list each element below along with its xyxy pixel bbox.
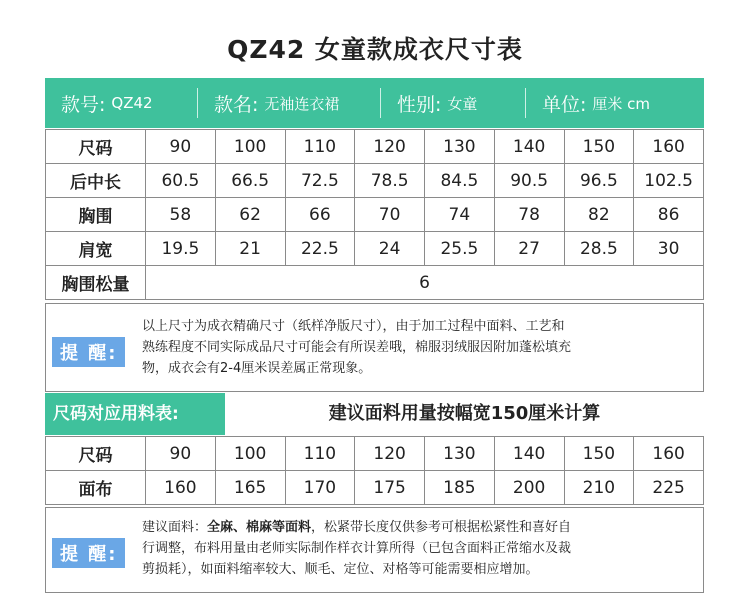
- table-cell: 110: [285, 437, 355, 471]
- style-name-label: 款名:: [214, 93, 259, 116]
- row-label: 尺码: [46, 437, 146, 471]
- table-cell: 74: [425, 198, 495, 232]
- table-cell: 90.5: [494, 164, 564, 198]
- table-cell: 140: [494, 130, 564, 164]
- row-label: 尺码: [46, 130, 146, 164]
- style-number-value: QZ42: [111, 94, 153, 112]
- table-cell: 62: [215, 198, 285, 232]
- table-cell: 160: [146, 471, 216, 505]
- table-cell: 78.5: [355, 164, 425, 198]
- table-cell: 100: [215, 130, 285, 164]
- style-name: [198, 78, 380, 128]
- row-label: 面布: [46, 471, 146, 505]
- table-cell: 225: [634, 471, 704, 505]
- table-cell: 102.5: [634, 164, 704, 198]
- unit: [526, 78, 704, 128]
- table-cell: 150: [564, 437, 634, 471]
- row-label: 肩宽: [46, 232, 146, 266]
- table-cell: 66: [285, 198, 355, 232]
- fabric-row: [46, 471, 704, 505]
- table-cell: 72.5: [285, 164, 355, 198]
- info-header: [45, 78, 704, 128]
- fabric-reminder-line: 行调整，布料用量由老师实际制作样衣计算所得（已包含面料正常缩水及裁: [142, 541, 572, 556]
- reminder-box: [45, 303, 704, 392]
- ease-value: 6: [146, 266, 704, 300]
- reminder-badge: 提 醒:: [52, 337, 125, 367]
- reminder-line: 物，成衣会有2-4厘米误差属正常现象。: [142, 361, 372, 376]
- fabric-reminder-prefix: 建议面料：: [142, 520, 208, 535]
- table-cell: 21: [215, 232, 285, 266]
- fabric-section-header: [45, 393, 704, 435]
- table-cell: 66.5: [215, 164, 285, 198]
- table-cell: 110: [285, 130, 355, 164]
- table-cell: 58: [146, 198, 216, 232]
- table-cell: 100: [215, 437, 285, 471]
- table-cell: 165: [215, 471, 285, 505]
- row-label: 后中长: [46, 164, 146, 198]
- fabric-reminder-line: [142, 517, 702, 538]
- table-cell: 82: [564, 198, 634, 232]
- size-row: [46, 130, 704, 164]
- table-cell: 70: [355, 198, 425, 232]
- fabric-row: [46, 437, 704, 471]
- table-cell: 19.5: [146, 232, 216, 266]
- fabric-recommendation: 全麻、棉麻等面料: [207, 520, 312, 535]
- size-row: [46, 164, 704, 198]
- table-cell: 60.5: [146, 164, 216, 198]
- table-cell: 25.5: [425, 232, 495, 266]
- page-title: QZ42 女童款成衣尺寸表: [227, 35, 523, 64]
- table-cell: 24: [355, 232, 425, 266]
- table-cell: 84.5: [425, 164, 495, 198]
- table-cell: 130: [425, 437, 495, 471]
- table-cell: 200: [494, 471, 564, 505]
- table-cell: 160: [634, 130, 704, 164]
- size-table: [45, 129, 704, 300]
- fabric-table: [45, 436, 704, 505]
- table-cell: 170: [285, 471, 355, 505]
- gender-label: 性别:: [397, 93, 442, 116]
- table-cell: 120: [355, 437, 425, 471]
- table-cell: 27: [494, 232, 564, 266]
- fabric-width-note: 建议面料用量按幅宽150厘米计算: [328, 403, 601, 424]
- table-cell: 96.5: [564, 164, 634, 198]
- style-name-value: 无袖连衣裙: [264, 94, 340, 113]
- table-cell: 86: [634, 198, 704, 232]
- size-row: [46, 198, 704, 232]
- table-cell: 22.5: [285, 232, 355, 266]
- style-number: [45, 78, 197, 128]
- row-label: 胸围: [46, 198, 146, 232]
- reminder-line: 熟练程度不同实际成品尺寸可能会有所误差哦，棉服羽绒服因附加蓬松填充: [142, 340, 572, 355]
- fabric-reminder-line: 剪损耗），如面料缩率较大、顺毛、定位、对格等可能需要相应增加。: [142, 562, 539, 577]
- fabric-section-title: 尺码对应用料表:: [45, 393, 225, 435]
- fabric-reminder-suffix: ，松紧带长度仅供参考可根据松紧性和喜好自: [311, 520, 572, 535]
- ease-label: 胸围松量: [46, 266, 146, 300]
- table-cell: 28.5: [564, 232, 634, 266]
- table-cell: 140: [494, 437, 564, 471]
- gender-value: 女童: [447, 94, 478, 113]
- table-cell: 130: [425, 130, 495, 164]
- table-cell: 185: [425, 471, 495, 505]
- gender: [381, 78, 525, 128]
- table-cell: 90: [146, 437, 216, 471]
- ease-row: [46, 266, 704, 300]
- table-cell: 120: [355, 130, 425, 164]
- table-cell: 78: [494, 198, 564, 232]
- table-cell: 210: [564, 471, 634, 505]
- table-cell: 30: [634, 232, 704, 266]
- unit-label: 单位:: [542, 93, 587, 116]
- reminder-line: 以上尺寸为成衣精确尺寸（纸样净版尺寸），由于加工过程中面料、工艺和: [142, 319, 565, 334]
- size-row: [46, 232, 704, 266]
- fabric-reminder-badge: 提 醒:: [52, 538, 125, 568]
- style-number-label: 款号:: [61, 93, 106, 116]
- unit-value: 厘米 cm: [592, 94, 651, 113]
- fabric-reminder-box: [45, 507, 704, 593]
- table-cell: 160: [634, 437, 704, 471]
- table-cell: 175: [355, 471, 425, 505]
- table-cell: 150: [564, 130, 634, 164]
- fabric-reminder-text: [142, 517, 702, 580]
- reminder-text: [142, 316, 702, 379]
- table-cell: 90: [146, 130, 216, 164]
